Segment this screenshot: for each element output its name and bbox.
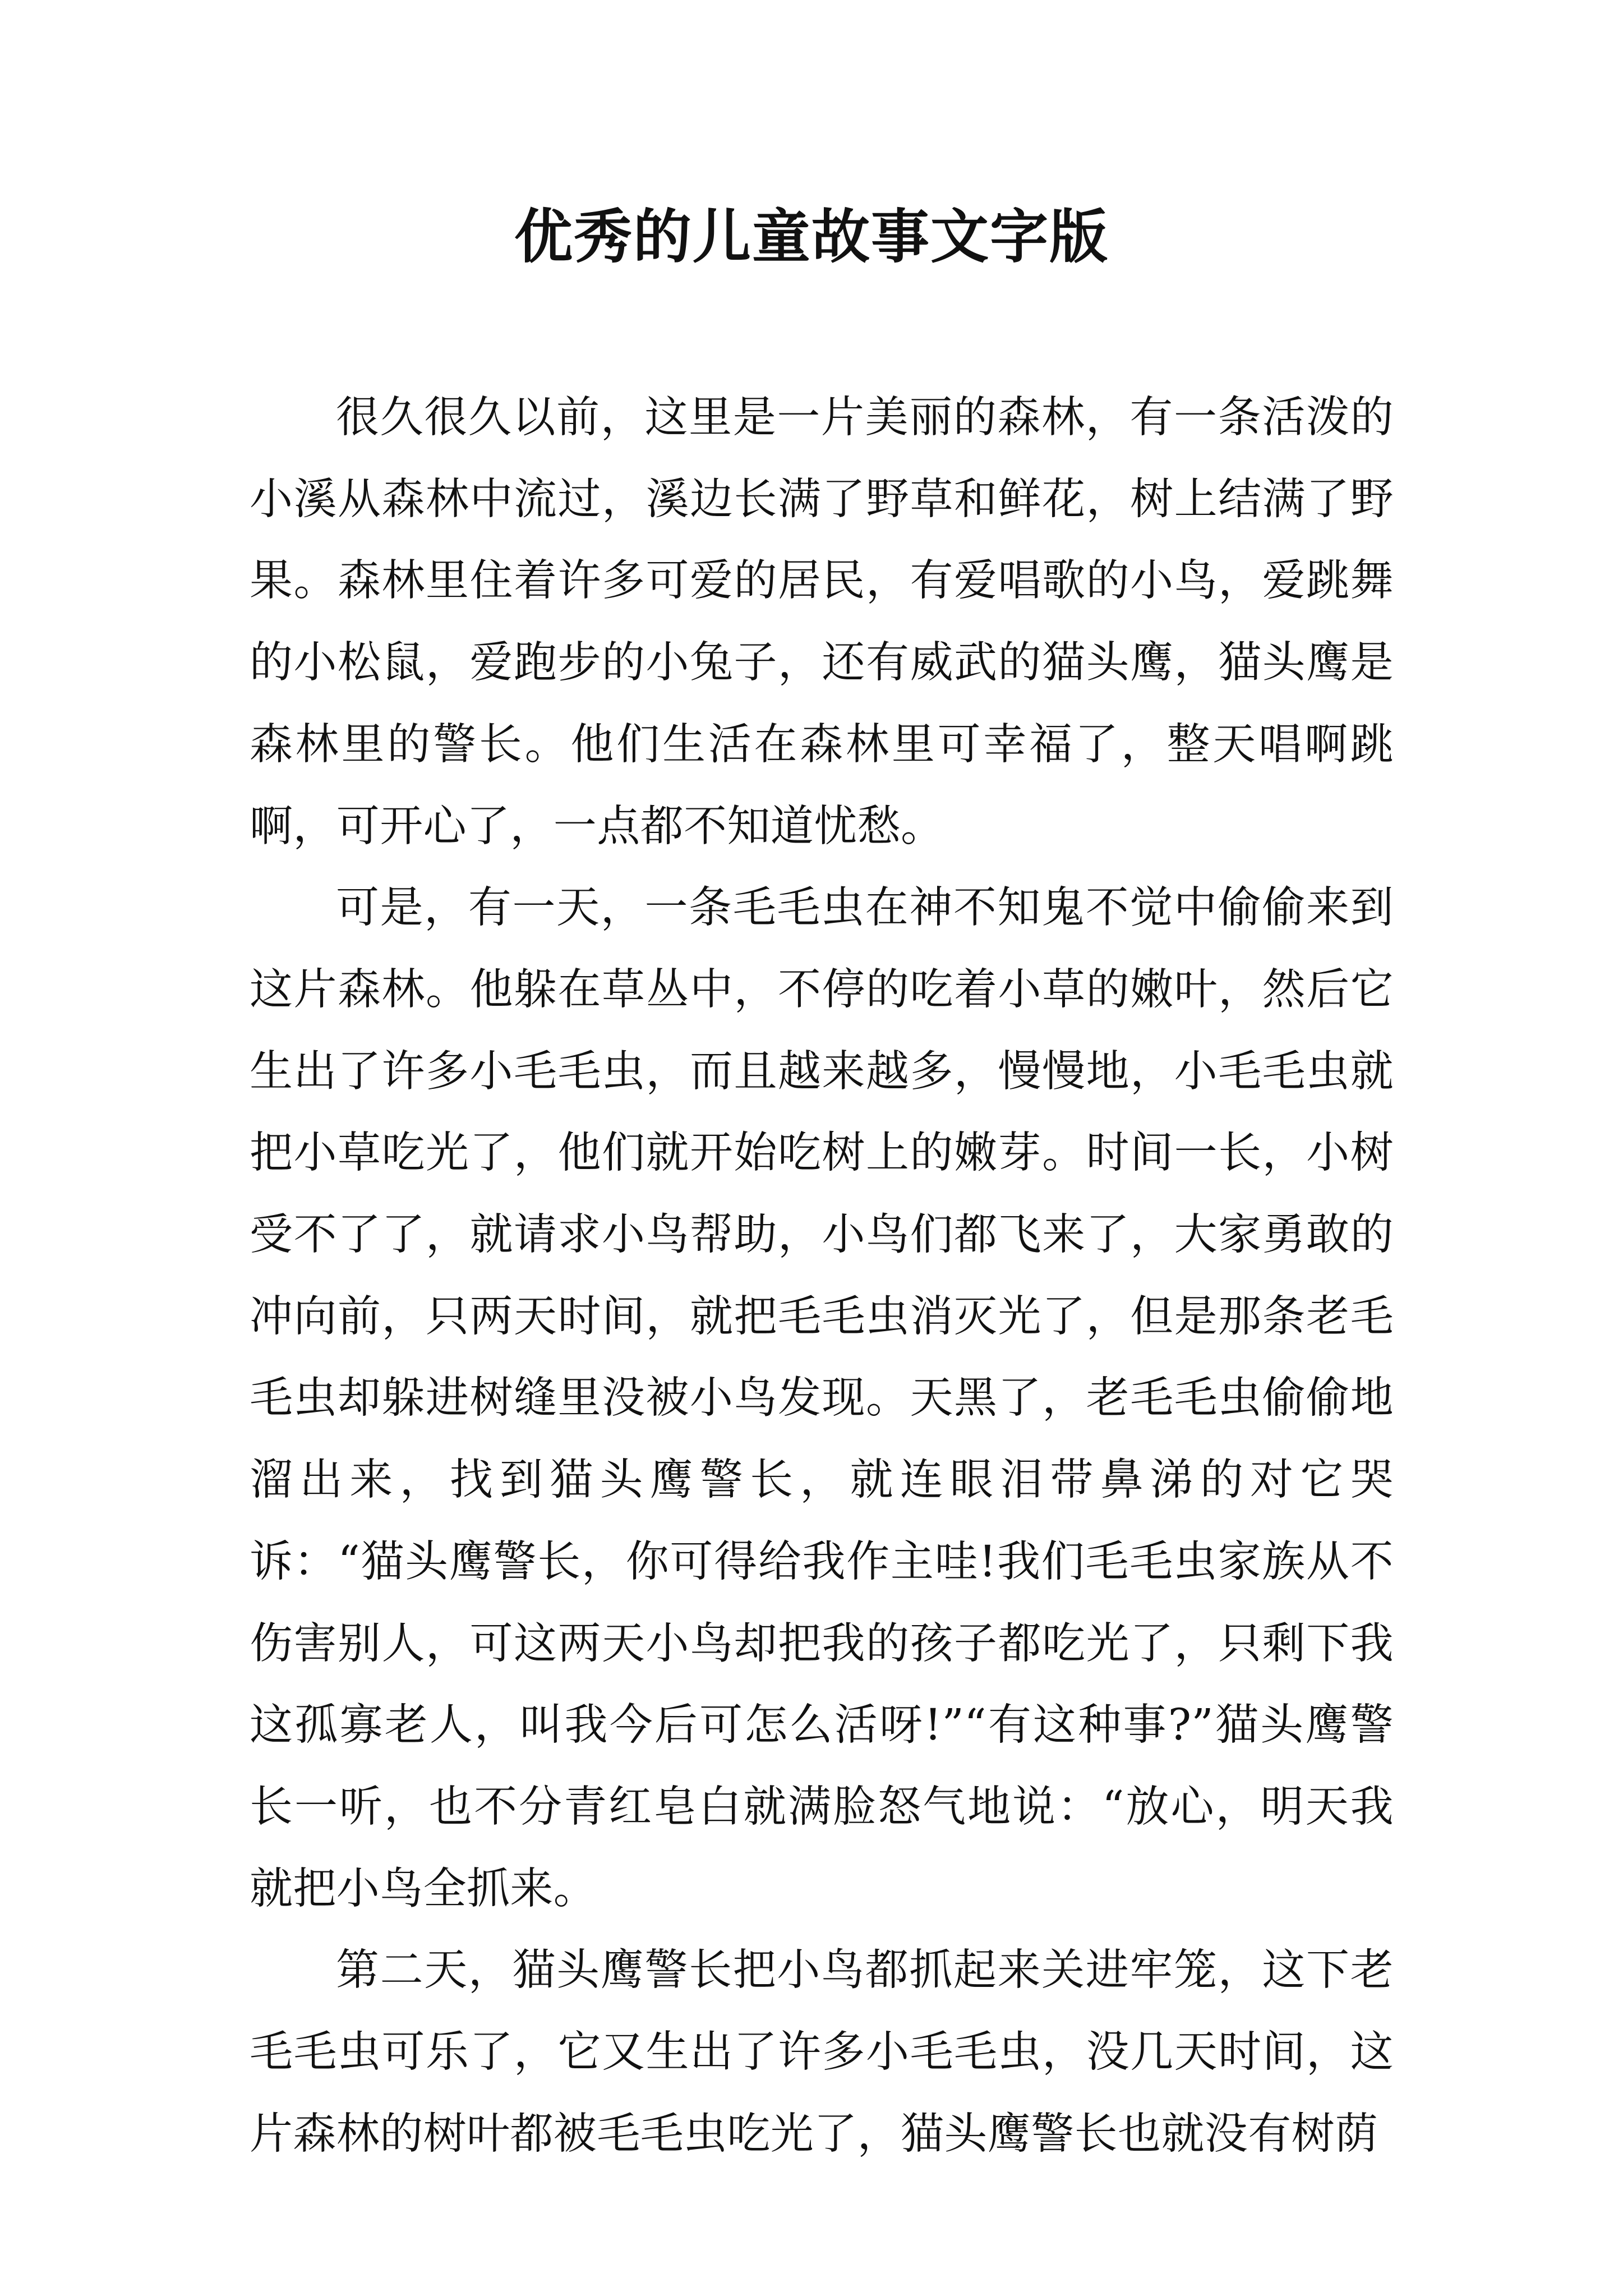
paragraph-1: 很久很久以前，这里是一片美丽的森林，有一条活泼的小溪从森林中流过，溪边长满了野草和鲜花，树上结满了野果。森林里住着许多可爱的居民，有爱唱歌的小鸟，爱跳舞的小松鼠，爱跑步的小兔子，还有威武的猫头鹰，猫头鹰是森林里的警长。他们生活在森林里可幸福了，整天唱啊跳啊，可开心了，一点都不知道忧愁。 (250, 393, 1394, 852)
paragraph-2: 可是，有一天，一条毛毛虫在神不知鬼不觉中偷偷来到这片森林。他躲在草丛中，不停的吃着小草的嫩叶，然后它生出了许多小毛毛虫，而且越来越多，慢慢地，小毛毛虫就把小草吃光了，他们就开始吃树上的嫩芽。时间一长，小树受不了了，就请求小鸟帮助，小鸟们都飞来了，大家勇敢的冲向前，只两天时间，就把毛毛虫消灭光了，但是那条老毛毛虫却躲进树缝里没被小鸟发现。天黑了，老毛毛虫偷偷地溜出来，找到猫头鹰警长，就连眼泪带鼻涕的对它哭诉：“猫头鹰警长，你可得给我作主哇!我们毛毛虫家族从不伤害别人，可这两天小鸟却把我的孩子都吃光了，只剩下我这孤寡老人，叫我今后可怎么活呀!”“有这种事?”猫头鹰警长一听，也不分青红皂白就满脸怒气地说：“放心，明天我就把小鸟全抓来。 (250, 883, 1394, 1914)
document-body (250, 377, 1394, 2175)
document-title: 优秀的儿童故事文字版 (514, 202, 1109, 271)
paragraph-3: 第二天，猫头鹰警长把小鸟都抓起来关进牢笼，这下老毛毛虫可乐了，它又生出了许多小毛毛虫，没几天时间，这片森林的树叶都被毛毛虫吃光了，猫头鹰警长也就没有树荫 (250, 1945, 1394, 2159)
